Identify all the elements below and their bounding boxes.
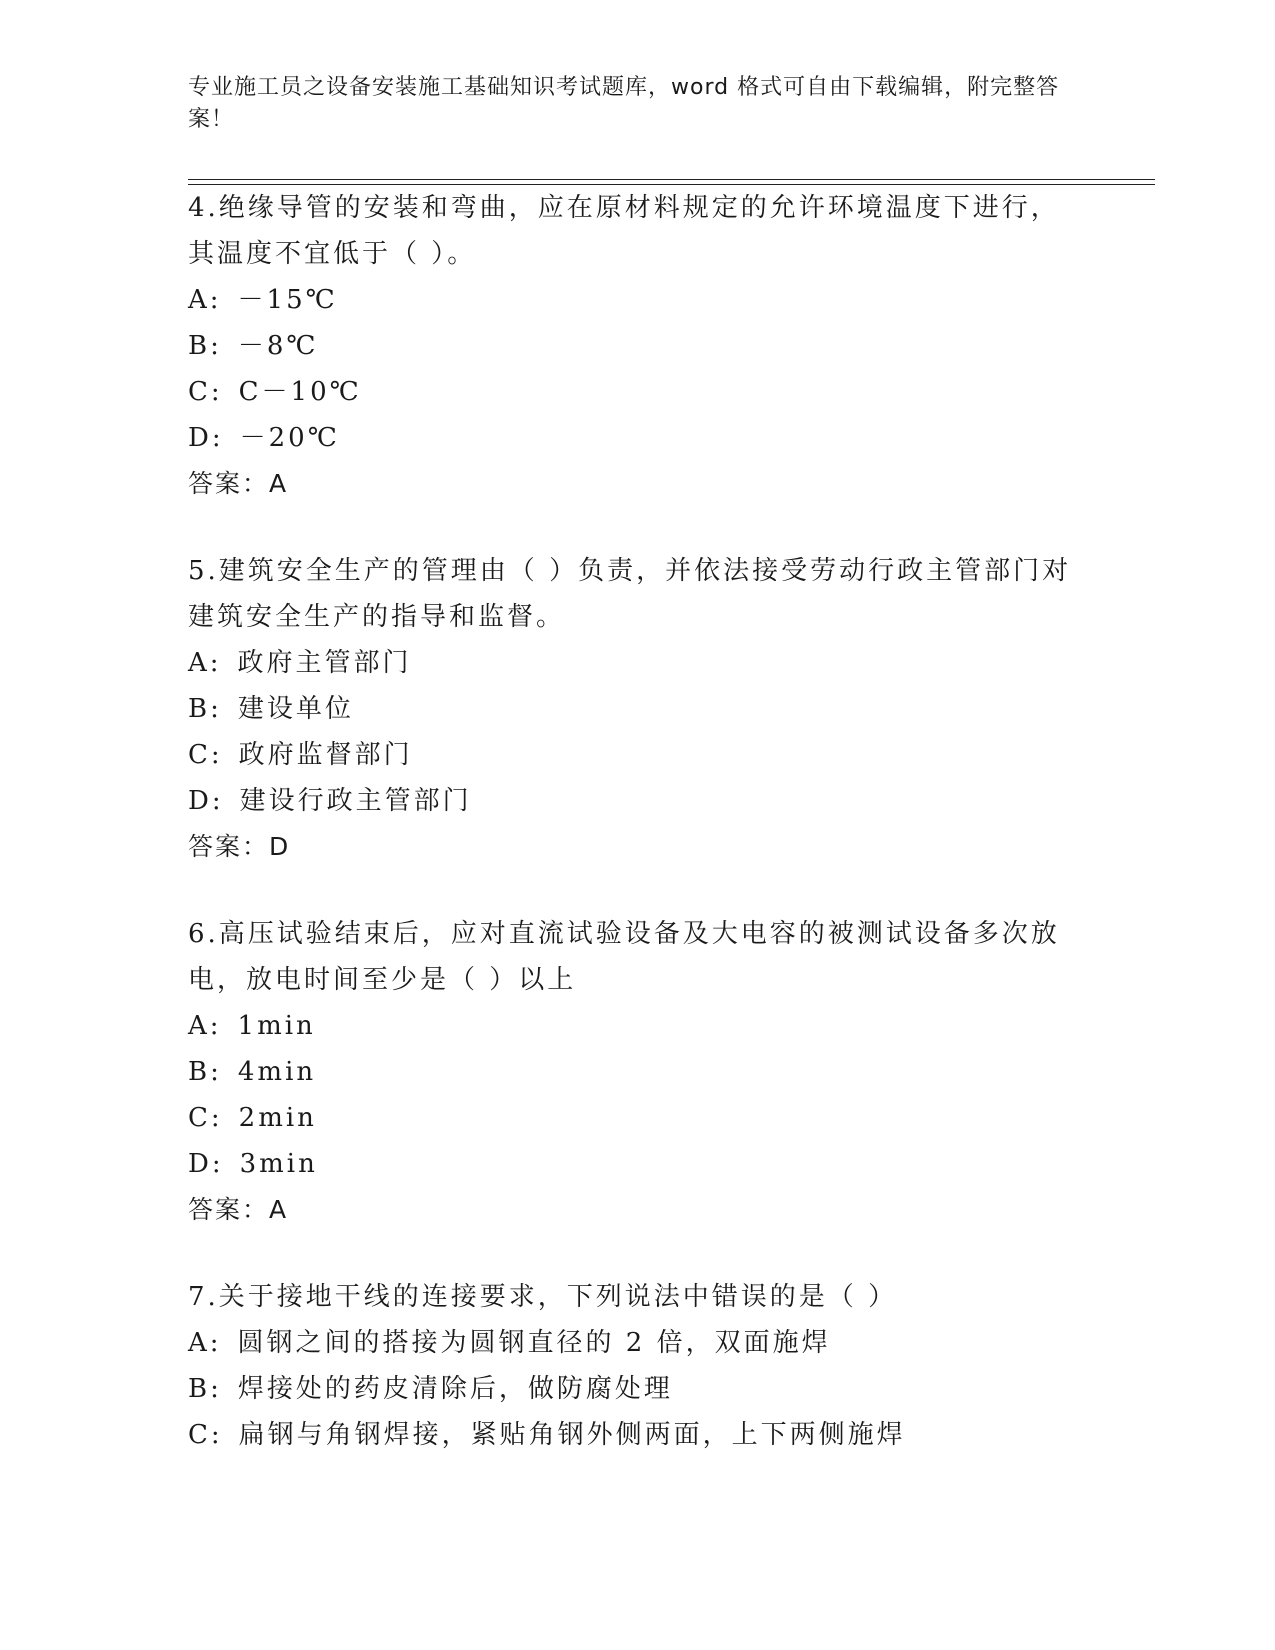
option-text: 1min bbox=[237, 1011, 316, 1041]
option-text: 政府监督部门 bbox=[238, 740, 413, 770]
option-text: －8℃ bbox=[237, 331, 319, 361]
option-b bbox=[188, 1049, 1088, 1095]
option-letter: D: bbox=[188, 1149, 224, 1179]
option-letter: A: bbox=[188, 648, 222, 678]
option-letter: C: bbox=[188, 740, 223, 770]
option-b bbox=[188, 686, 1088, 732]
question-stem: 4.绝缘导管的安装和弯曲，应在原材料规定的允许环境温度下进行，其温度不宜低于（ ）。 bbox=[188, 193, 1060, 269]
option-text: －20℃ bbox=[239, 423, 340, 453]
option-letter: D: bbox=[188, 423, 224, 453]
question-stem: 6.高压试验结束后，应对直流试验设备及大电容的被测试设备多次放电，放电时间至少是（ ）以上 bbox=[188, 919, 1060, 995]
header-divider-top bbox=[188, 179, 1155, 180]
option-text: 建设单位 bbox=[237, 694, 354, 724]
option-a bbox=[188, 1320, 1088, 1366]
option-a bbox=[188, 1003, 1088, 1049]
option-c bbox=[188, 1095, 1088, 1141]
option-c bbox=[188, 369, 1088, 415]
option-letter: C: bbox=[188, 1420, 223, 1450]
question-7 bbox=[188, 1274, 1088, 1458]
answer-label: 答案：A bbox=[188, 1195, 289, 1224]
option-text: 建设行政主管部门 bbox=[239, 786, 472, 816]
option-letter: C: bbox=[188, 377, 223, 407]
header-text: 专业施工员之设备安装施工基础知识考试题库，word 格式可自由下载编辑，附完整答案！ bbox=[188, 75, 1060, 132]
question-stem: 5.建筑安全生产的管理由（ ）负责，并依法接受劳动行政主管部门对建筑安全生产的指导和监督。 bbox=[188, 556, 1072, 632]
option-text: 2min bbox=[238, 1103, 317, 1133]
option-letter: A: bbox=[188, 285, 222, 315]
question-stem: 7.关于接地干线的连接要求，下列说法中错误的是（ ） bbox=[188, 1282, 898, 1312]
option-c bbox=[188, 732, 1088, 778]
option-letter: D: bbox=[188, 786, 224, 816]
option-letter: A: bbox=[188, 1011, 222, 1041]
question-6 bbox=[188, 911, 1088, 1233]
option-c bbox=[188, 1412, 1088, 1458]
option-text: 3min bbox=[239, 1149, 318, 1179]
option-text: 扁钢与角钢焊接，紧贴角钢外侧两面，上下两侧施焊 bbox=[238, 1420, 906, 1450]
option-d bbox=[188, 1141, 1088, 1187]
option-b bbox=[188, 1366, 1088, 1412]
option-text: －15℃ bbox=[237, 285, 338, 315]
answer-label: 答案：A bbox=[188, 469, 289, 498]
option-letter: B: bbox=[188, 1374, 222, 1404]
option-letter: B: bbox=[188, 694, 222, 724]
option-b bbox=[188, 323, 1088, 369]
option-letter: C: bbox=[188, 1103, 223, 1133]
answer-label: 答案：D bbox=[188, 832, 291, 861]
option-text: 4min bbox=[237, 1057, 317, 1087]
document-header bbox=[188, 72, 1068, 136]
option-letter: B: bbox=[188, 1057, 222, 1087]
option-d bbox=[188, 778, 1088, 824]
option-text: 圆钢之间的搭接为圆钢直径的 2 倍，双面施焊 bbox=[237, 1328, 831, 1358]
question-5 bbox=[188, 548, 1088, 870]
option-text: 焊接处的药皮清除后，做防腐处理 bbox=[237, 1374, 673, 1404]
option-text: C－10℃ bbox=[238, 377, 362, 407]
option-a bbox=[188, 277, 1088, 323]
option-letter: A: bbox=[188, 1328, 222, 1358]
option-d bbox=[188, 415, 1088, 461]
option-text: 政府主管部门 bbox=[237, 648, 412, 678]
option-letter: B: bbox=[188, 331, 222, 361]
question-4 bbox=[188, 185, 1088, 507]
option-a bbox=[188, 640, 1088, 686]
